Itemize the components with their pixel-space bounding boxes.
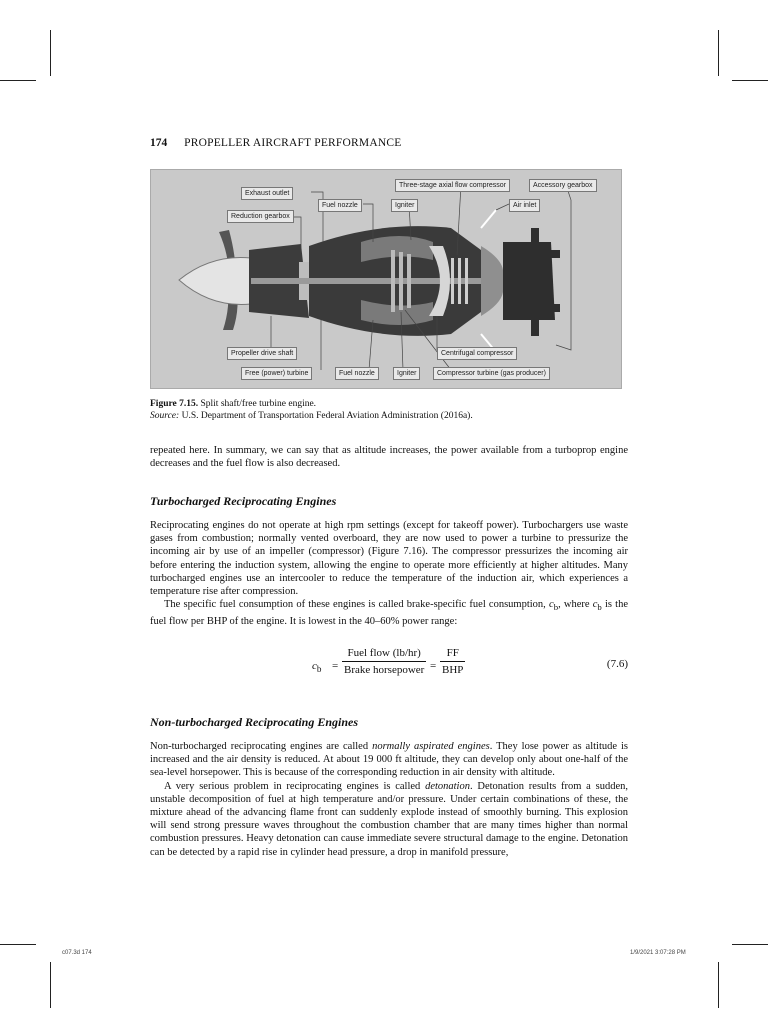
denominator-bhp: BHP [440,661,465,676]
numerator-ff: FF [446,647,459,659]
equation-lhs: $c_b$ [312,660,322,675]
source-text: U.S. Department of Transportation Federal Aviation Administration (2016a). [181,411,473,421]
crop-mark [732,944,768,945]
numerator-fuel-flow: Fuel flow (lb/hr) [347,647,421,659]
crop-mark [0,944,36,945]
section-heading-non-turbocharged: Non-turbocharged Reciprocating Engines [150,715,359,729]
paragraph-normally-aspirated: Non-turbocharged reciprocating engines are called normally aspirated engines. They lose power as altitude is increased and the air density is reduced. At about 19 000 ft altitude, they can develop only about one-half of the sea-level horsepower. This is because of the corresponding reduction in air density with altitude. [150,741,629,779]
page-number: 174 [150,137,168,149]
callout-free-turbine: Free (power) turbine [241,367,312,380]
section1-body [150,519,628,628]
paragraph-detonation: A very serious problem in reciprocating engines is called detonation. Detonation results from a sudden, unstable decomposition of fuel at high temperature and/or pressure. Under certain combinations of these, the mixture ahead of the advancing flame front can suddenly explode instead of smoothly burning. This explosion will send strong pressure waves throughout the combustion chamber that are many times higher than normal combustion pressures. Heavy detonation can cause immediate severe structural damage to the engine. Detonation can be detected by a rapid rise in cylinder head pressure, a drop in manifold pressure, [150,780,628,858]
footer-file-info: c07.3d 174 [62,950,92,956]
fraction-fuel-flow [342,647,426,676]
figure-caption [150,398,630,422]
engine-figure [150,169,622,389]
callout-exhaust-outlet: Exhaust outlet [241,187,293,200]
section2-body [150,740,628,859]
crop-mark [0,80,36,81]
engine-cutaway-illustration [151,170,621,388]
callout-reduction-gearbox: Reduction gearbox [227,210,294,223]
caption-text: Split shaft/free turbine engine. [200,399,317,409]
callout-compressor-turbine: Compressor turbine (gas producer) [433,367,550,380]
section-heading-turbocharged: Turbocharged Reciprocating Engines [150,494,337,508]
crop-mark [50,962,51,1008]
denominator-brake-horsepower: Brake horsepower [342,661,426,676]
running-header [150,137,401,149]
callout-fuel-nozzle-bottom: Fuel nozzle [335,367,379,380]
caption-label: Figure 7.15. [150,399,199,409]
equals-sign: = [430,660,437,672]
callout-fuel-nozzle-top: Fuel nozzle [318,199,362,212]
crop-mark [732,80,768,81]
paragraph-intro: repeated here. In summary, we can say that as altitude increases, the power available from a turboprop engine decreases and the fuel flow is also decreased. [150,445,628,470]
footer-timestamp: 1/9/2021 3:07:28 PM [630,950,686,956]
callout-air-inlet: Air inlet [509,199,540,212]
body-paragraph [150,444,628,470]
equation-number: (7.6) [606,658,628,670]
callout-centrifugal-compressor: Centrifugal compressor [437,347,517,360]
equals-sign: = [332,660,339,672]
callout-propeller-drive-shaft: Propeller drive shaft [227,347,297,360]
callout-accessory-gearbox: Accessory gearbox [529,179,597,192]
source-label: Source: [150,411,180,421]
fraction-ff-bhp [440,647,465,676]
callout-igniter-bottom: Igniter [393,367,420,380]
crop-mark [50,30,51,76]
crop-mark [718,30,719,76]
paragraph-turbochargers: Reciprocating engines do not operate at high rpm settings (except for takeoff power). Turbochargers use waste gases from combustion; normally vented overboard, they are now used to power a turbine to pressurize the incoming air by use of an impeller (compressor) (Figure 7.16). The compressor pressurizes the incoming air before entering the induction system, allowing the engine to operate more efficiently at higher altitudes. Many turbocharged engines use an intercooler to reduce the temperature of the induction air, which experiences a temperature rise after compression. [150,520,628,598]
crop-mark [718,962,719,1008]
equation-7-6 [150,647,628,683]
paragraph-bsfc: The specific fuel consumption of these engines is called brake-specific fuel consumption, $c_b$, where $c_b$ is the fuel flow per BHP of the engine. It is lowest in the 40–60% power range: [150,599,629,627]
running-title: PROPELLER AIRCRAFT PERFORMANCE [184,137,402,149]
callout-compressor: Three-stage axial flow compressor [395,179,510,192]
callout-igniter-top: Igniter [391,199,418,212]
